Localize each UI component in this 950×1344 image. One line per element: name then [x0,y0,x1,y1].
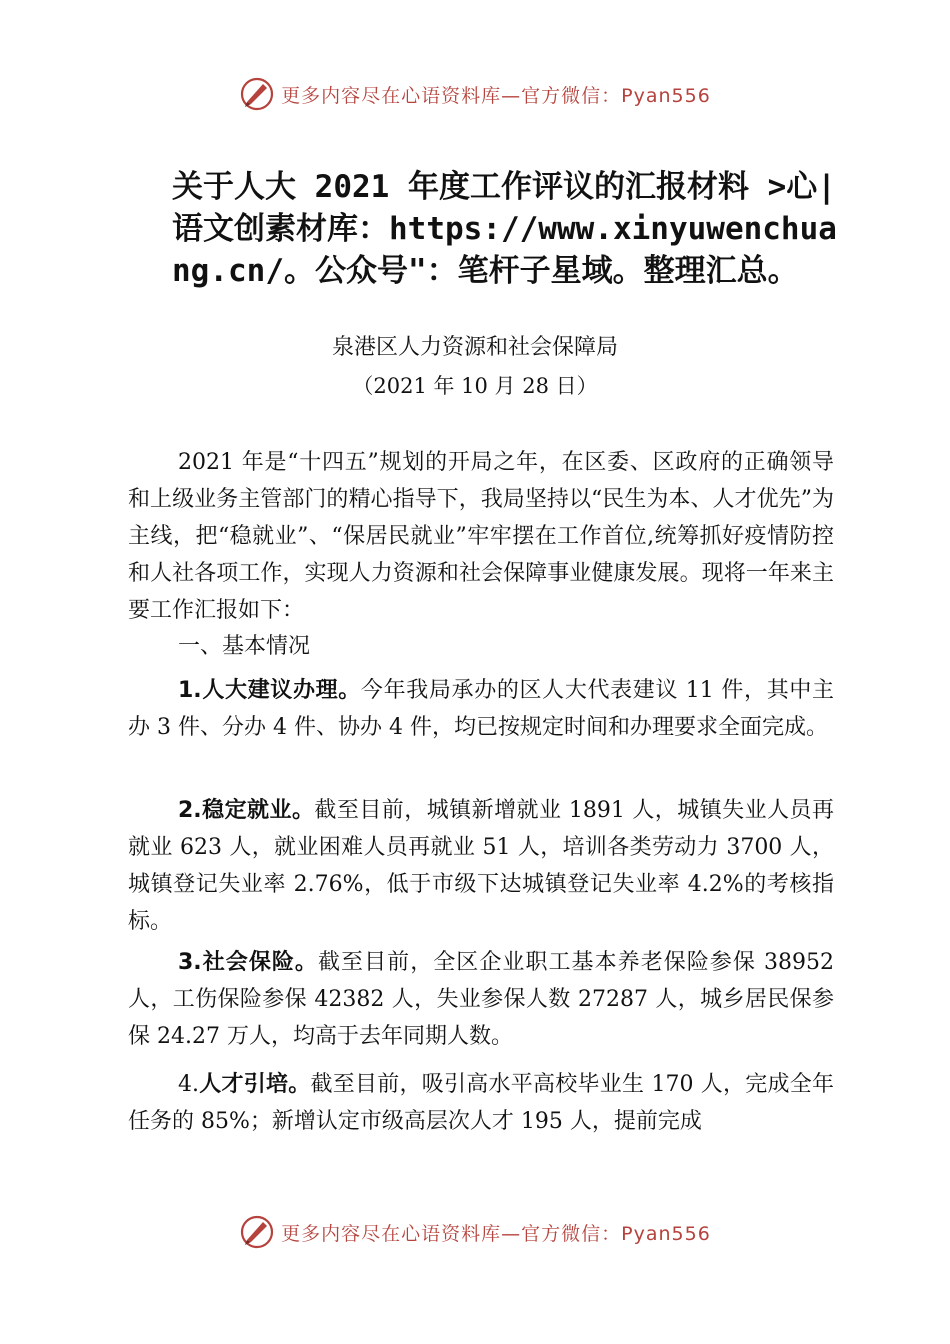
banner-text: 更多内容尽在心语资料库—官方微信：Pyan556 [281,84,711,107]
intro-paragraph: 2021 年是“十四五”规划的开局之年，在区委、区政府的正确领导和上级业务主管部门的精心指导下，我局坚持以“民生为本、人才优先”为主线，把“稳就业”、“保居民就业”牢牢摆在工作首位,统筹抓好疫情防控和人社各项工作，实现人力资源和社会保障事业健康发展。现将一年来主要工作汇报如下： [128,450,834,623]
item-text: 截至目前，城镇新增就业 1891 人，城镇失业人员再就业 623 人，就业困难人员再就业 51 人，培训各类劳动力 3700 人，城镇登记失业率 2.76%，低于市级下达城镇登记失业率 4.2%的考核指标。 [128,798,834,934]
item-paragraph [128,1066,834,1140]
banner-text: 更多内容尽在心语资料库—官方微信：Pyan556 [281,1222,711,1245]
header-banner [0,74,950,114]
item-text: 截至目前，吸引高水平高校毕业生 170 人，完成全年任务的 85%；新增认定市级高层次人才 195 人，提前完成 [128,1072,834,1134]
organization-name: 泉港区人力资源和社会保障局 [331,335,618,360]
item-paragraph [128,944,834,1055]
item-heading: 1.人大建议办理。 [178,678,361,703]
document-title: 关于人大 2021 年度工作评议的汇报材料 >心|语文创素材库：https://www.xinyuwenchuang.cn/。公众号"：笔杆子星域。整理汇总。 [172,169,837,289]
pen-seal-icon [239,76,275,112]
pen-seal-icon [239,1214,275,1250]
footer-banner [0,1212,950,1252]
document-date: （2021 年 10 月 28 日） [352,374,598,398]
item-paragraph [128,792,834,940]
item-heading: 2.稳定就业。 [178,798,315,823]
item-text: 今年我局承办的区人大代表建议 11 件，其中主办 3 件、分办 4 件、协办 4 件，均已按规定时间和办理要求全面完成。 [128,678,835,740]
item-text: 截至目前，全区企业职工基本养老保险参保 38952 人，工伤保险参保 42382 人，失业参保人数 27287 人，城乡居民保参保 24.27 万人，均高于去年同期人数。 [128,950,834,1049]
item-heading: 3.社会保险。 [178,950,318,975]
item-heading: 人才引培。 [199,1072,311,1097]
section-heading: 一、基本情况 [178,634,311,659]
item-paragraph [128,672,834,746]
item-number: 4. [178,1072,199,1097]
